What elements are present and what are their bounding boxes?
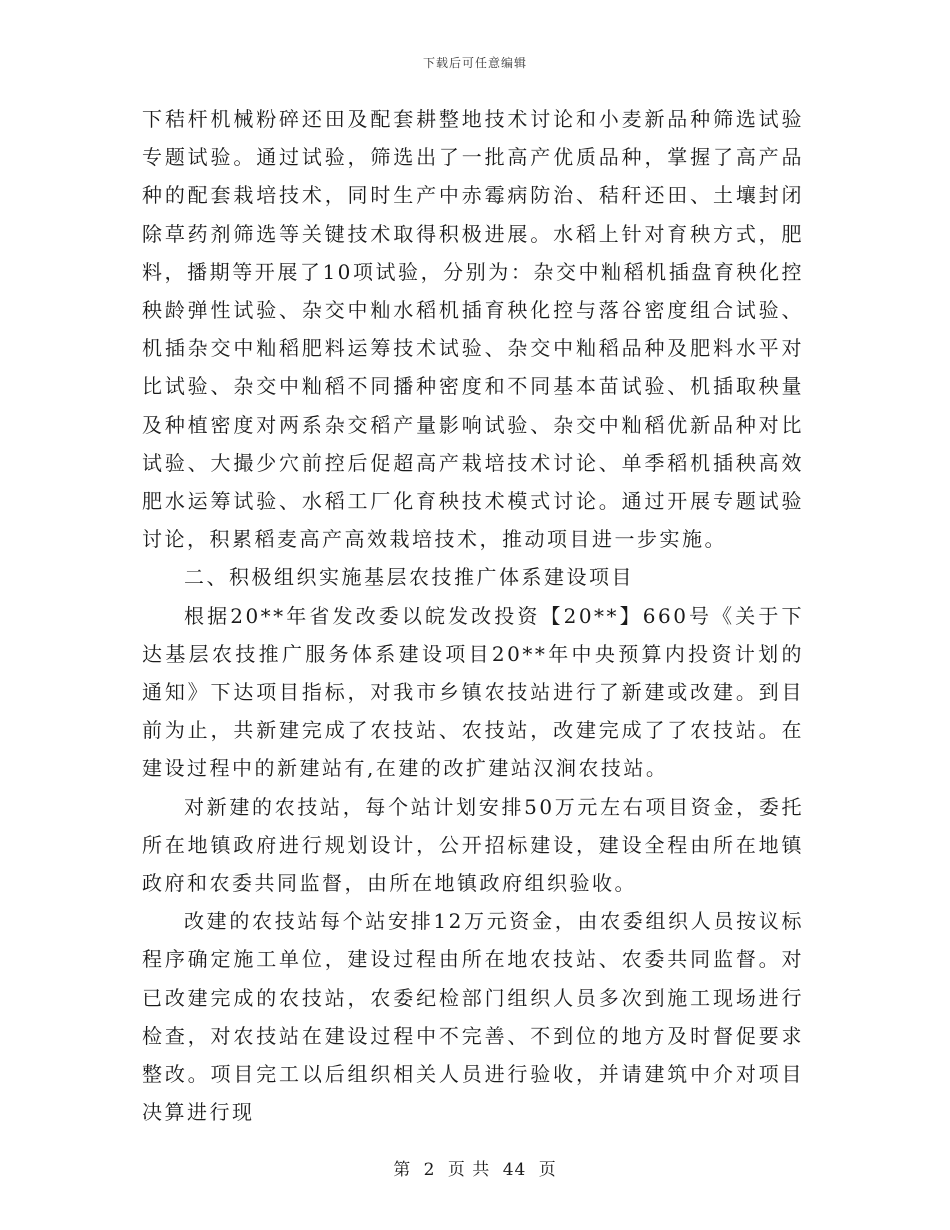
document-body (142, 100, 804, 1131)
paragraph-rebuilt-stations: 改建的农技站每个站安排12万元资金，由农委组织人员按议标程序确定施工单位，建设过程由所在地农技站、农委共同监督。对已改建完成的农技站，农委纪检部门组织人员多次到施工现场进行检查，对农技站在建设过程中不完善、不到位的地方及时督促要求整改。项目完工以后组织相关人员进行验收，并请建筑中介对项目决算进行现 (142, 909, 804, 1125)
page-footer (0, 1155, 950, 1180)
paragraph-trials: 下秸杆机械粉碎还田及配套耕整地技术讨论和小麦新品种筛选试验专题试验。通过试验，筛选出了一批高产优质品种，掌握了高产品种的配套栽培技术，同时生产中赤霉病防治、秸秆还田、土壤封闭除草药剂筛选等关键技术取得积极进展。水稻上针对育秧方式，肥料，播期等开展了10项试验，分别为：杂交中籼稻机插盘育秧化控秧龄弹性试验、杂交中籼水稻机插育秧化控与落谷密度组合试验、机插杂交中籼稻肥料运筹技术试验、杂交中籼稻品种及肥料水平对比试验、杂交中籼稻不同播种密度和不同基本苗试验、机插取秧量及种植密度对两系杂交稻产量影响试验、杂交中籼稻优新品种对比试验、大撮少穴前控后促超高产栽培技术讨论、单季稻机插秧高效肥水运筹试验、水稻工厂化育秧技术模式讨论。通过开展专题试验讨论，积累稻麦高产高效栽培技术，推动项目进一步实施。 (142, 107, 804, 552)
footer-prefix: 第 (393, 1160, 412, 1180)
paragraph-project-basis: 根据20**年省发改委以皖发改投资【20**】660号《关于下达基层农技推广服务体系建设项目20**年中央预算内投资计划的通知》下达项目指标，对我市乡镇农技站进行了新建或改建。到目前为止，共新建完成了农技站、农技站，改建完成了了农技站。在建设过程中的新建站有,在建的改扩建站汉涧农技站。 (142, 603, 804, 781)
footer-suffix: 页 (538, 1160, 557, 1180)
footer-middle: 页 共 (447, 1160, 491, 1180)
section-heading-two: 二、积极组织实施基层农技推广体系建设项目 (184, 565, 634, 590)
page-header-note: 下载后可任意编辑 (422, 56, 527, 70)
paragraph-new-stations: 对新建的农技站，每个站计划安排50万元左右项目资金，委托所在地镇政府进行规划设计，公开招标建设，建设全程由所在地镇政府和农委共同监督，由所在地镇政府组织验收。 (142, 794, 804, 896)
footer-page-number: 2 (423, 1160, 436, 1180)
footer-total-pages: 44 (502, 1160, 527, 1180)
